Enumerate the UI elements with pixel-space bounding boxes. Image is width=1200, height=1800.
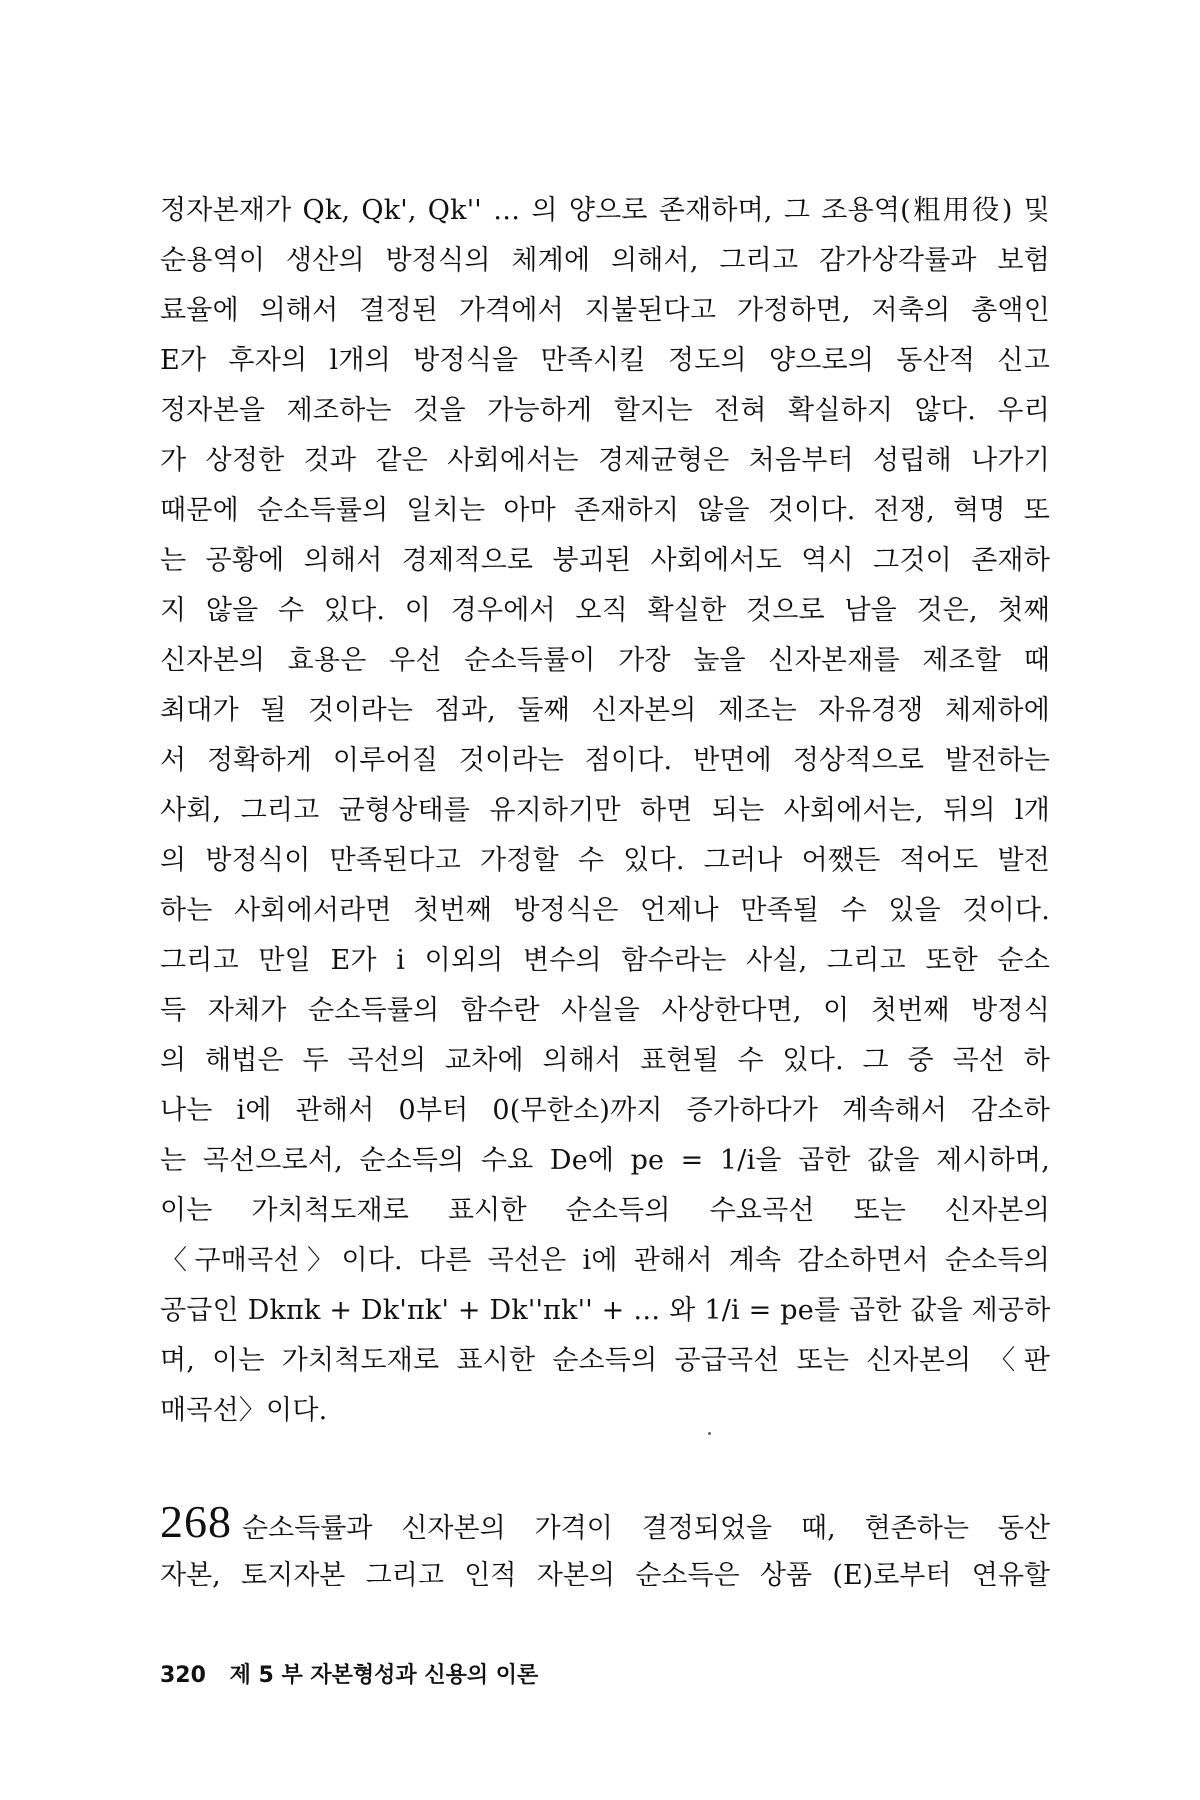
body-line: 는 곡선으로서, 순소득의 수요 De에 pe = 1/i을 곱한 값을 제시하며, [160, 1145, 1050, 1176]
body-line: 며, 이는 가치척도재로 표시한 순소득의 공급곡선 또는 신자본의 〈판 [160, 1345, 1050, 1376]
section-first-line [160, 1495, 1050, 1549]
body-line: 득 자체가 순소득률의 함수란 사실을 사상한다면, 이 첫번째 방정식 [160, 995, 1050, 1026]
body-line: 공급인 Dkπk + Dk'πk' + Dk''πk'' + … 와 1/i = pe를 곱한 값을 제공하 [160, 1295, 1051, 1326]
body-line: 하는 사회에서라면 첫번째 방정식은 언제나 만족될 수 있을 것이다. [160, 895, 1050, 926]
body-line: 때문에 순소득률의 일치는 아마 존재하지 않을 것이다. 전쟁, 혁명 또 [160, 495, 1050, 526]
body-line: 지 않을 수 있다. 이 경우에서 오직 확실한 것으로 남을 것은, 첫째 [160, 595, 1050, 626]
body-line: 가 상정한 것과 같은 사회에서는 경제균형은 처음부터 성립해 나가기 [160, 445, 1050, 476]
body-line: 는 공황에 의해서 경제적으로 붕괴된 사회에서도 역시 그것이 존재하 [160, 545, 1050, 576]
body-line: 의 방정식이 만족된다고 가정할 수 있다. 그러나 어쨌든 적어도 발전 [160, 845, 1050, 876]
body-line: 정자본을 제조하는 것을 가능하게 할지는 전혀 확실하지 않다. 우리 [160, 395, 1050, 426]
body-line: 료율에 의해서 결정된 가격에서 지불된다고 가정하면, 저축의 총액인 [160, 295, 1050, 326]
body-line: 최대가 될 것이라는 점과, 둘째 신자본의 제조는 자유경쟁 체제하에 [160, 695, 1050, 726]
body-line: 의 해법은 두 곡선의 교차에 의해서 표현될 수 있다. 그 중 곡선 하 [160, 1045, 1050, 1076]
footer-part: 제 5 부 [229, 1663, 303, 1688]
body-line: 서 정확하게 이루어질 것이라는 점이다. 반면에 정상적으로 발전하는 [160, 745, 1050, 776]
page-footer [160, 1658, 538, 1689]
body-line: 이는 가치척도재로 표시한 순소득의 수요곡선 또는 신자본의 [160, 1195, 1050, 1226]
body-line: 매곡선〉이다. [160, 1395, 328, 1426]
body-line: 나는 i에 관해서 0부터 0(무한소)까지 증가하다가 계속해서 감소하 [160, 1095, 1050, 1126]
body-line: 그리고 만일 E가 i 이외의 변수의 함수라는 사실, 그리고 또한 순소 [160, 945, 1050, 976]
section-line: 자본, 토지자본 그리고 인적 자본의 순소득은 상품 (E)로부터 연유할 [160, 1560, 1050, 1591]
section-268 [160, 1495, 1050, 1603]
scan-speck [708, 1432, 711, 1435]
body-line: 〈구매곡선〉이다. 다른 곡선은 i에 관해서 계속 감소하면서 순소득의 [160, 1245, 1050, 1276]
body-line: E가 후자의 l개의 방정식을 만족시킬 정도의 양으로의 동산적 신고 [160, 345, 1050, 376]
body-text [160, 186, 1050, 1436]
footer-title: 자본형성과 신용의 이론 [310, 1663, 539, 1688]
page-number: 320 [160, 1663, 206, 1688]
section-line-text: 순소득률과 신자본의 가격이 결정되었을 때, 현존하는 동산 [242, 1513, 1050, 1544]
body-line: 순용역이 생산의 방정식의 체계에 의해서, 그리고 감가상각률과 보험 [160, 245, 1050, 276]
body-line: 신자본의 효용은 우선 순소득률이 가장 높을 신자본재를 제조할 때 [160, 645, 1050, 676]
body-line: 사회, 그리고 균형상태를 유지하기만 하면 되는 사회에서는, 뒤의 l개 [160, 795, 1050, 826]
section-number: 268 [160, 1496, 232, 1547]
body-line: 정자본재가 Qk, Qk', Qk'' … 의 양으로 존재하며, 그 조용역(粗用役) 및 [160, 195, 1050, 226]
